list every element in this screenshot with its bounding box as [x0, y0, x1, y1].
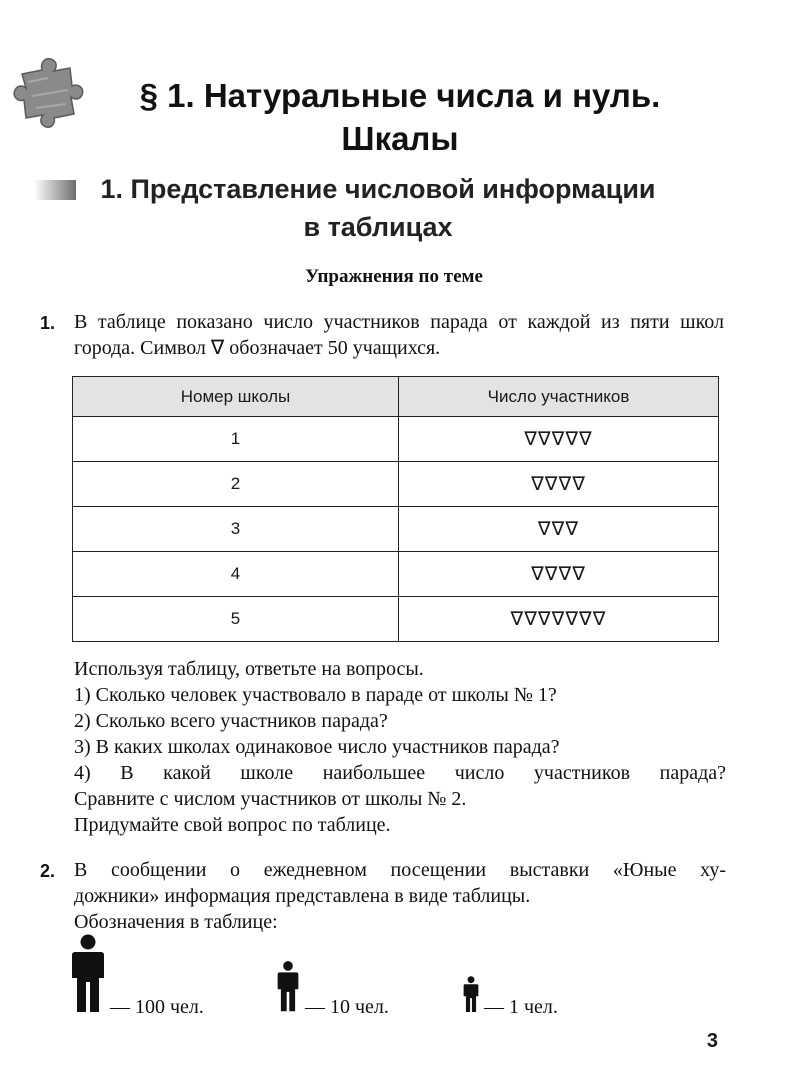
person-medium-icon	[277, 960, 299, 1012]
table-row	[73, 462, 719, 507]
school-number-cell: 2	[73, 462, 399, 507]
instructions-line: Используя таблицу, ответьте на вопросы.	[74, 658, 424, 680]
participants-symbols-cell: ∇∇∇∇∇∇∇	[399, 597, 719, 642]
legend-10-label: — 10 чел.	[305, 996, 389, 1018]
exercise-2-text-line2: дожники» информация представлена в виде таблицы.	[74, 885, 531, 907]
header-school-number: Номер школы	[73, 377, 399, 417]
table-row	[73, 597, 719, 642]
table-row	[73, 552, 719, 597]
exercise-1-number: 1.	[40, 313, 56, 333]
page-number: 3	[706, 1030, 718, 1052]
participants-symbols-cell: ∇∇∇∇	[399, 552, 719, 597]
exercise-2-text-line3: Обозначения в таблице:	[74, 911, 278, 933]
question-3: 3) В каких школах одинаковое число участников парада?	[74, 736, 560, 758]
parade-table	[72, 376, 719, 642]
question-4-continued: Сравните с числом участников от школы № 2.	[74, 788, 467, 810]
school-number-cell: 3	[73, 507, 399, 552]
school-number-cell: 1	[73, 417, 399, 462]
table-header-row	[73, 377, 719, 417]
participants-symbols-cell: ∇∇∇∇	[399, 462, 719, 507]
header-participants: Число участников	[399, 377, 719, 417]
participants-symbols-cell: ∇∇∇	[399, 507, 719, 552]
person-small-icon	[463, 976, 479, 1012]
exercise-1-text: В таблице показано число участников парада от каждой из пяти школ города. Символ ∇ обозначает 50 учащихся.	[74, 311, 724, 359]
question-2: 2) Сколько всего участников парада?	[74, 710, 388, 732]
legend-100-label: — 100 чел.	[110, 996, 204, 1018]
school-number-cell: 4	[73, 552, 399, 597]
question-1: 1) Сколько человек участвовало в параде от школы № 1?	[74, 684, 557, 706]
section-title: 1. Представление числовой информации в таблицах	[100, 174, 656, 242]
question-4: 4) В какой школе наибольшее число участников парада?	[74, 762, 726, 784]
school-number-cell: 5	[73, 597, 399, 642]
exercise-2-number: 2.	[40, 861, 56, 881]
exercise-2-text-line1: В сообщении о ежедневном посещении выставки «Юные ху-	[74, 859, 726, 881]
person-large-icon	[71, 934, 105, 1012]
own-question-prompt: Придумайте свой вопрос по таблице.	[74, 814, 391, 836]
table-row	[73, 417, 719, 462]
exercises-subheading: Упражнения по теме	[305, 266, 483, 287]
legend-1-label: — 1 чел.	[484, 996, 558, 1018]
participants-symbols-cell: ∇∇∇∇∇	[399, 417, 719, 462]
table-row	[73, 507, 719, 552]
chapter-title: § 1. Натуральные числа и нуль. Шкалы	[139, 77, 661, 157]
section-marker-icon	[34, 180, 76, 200]
